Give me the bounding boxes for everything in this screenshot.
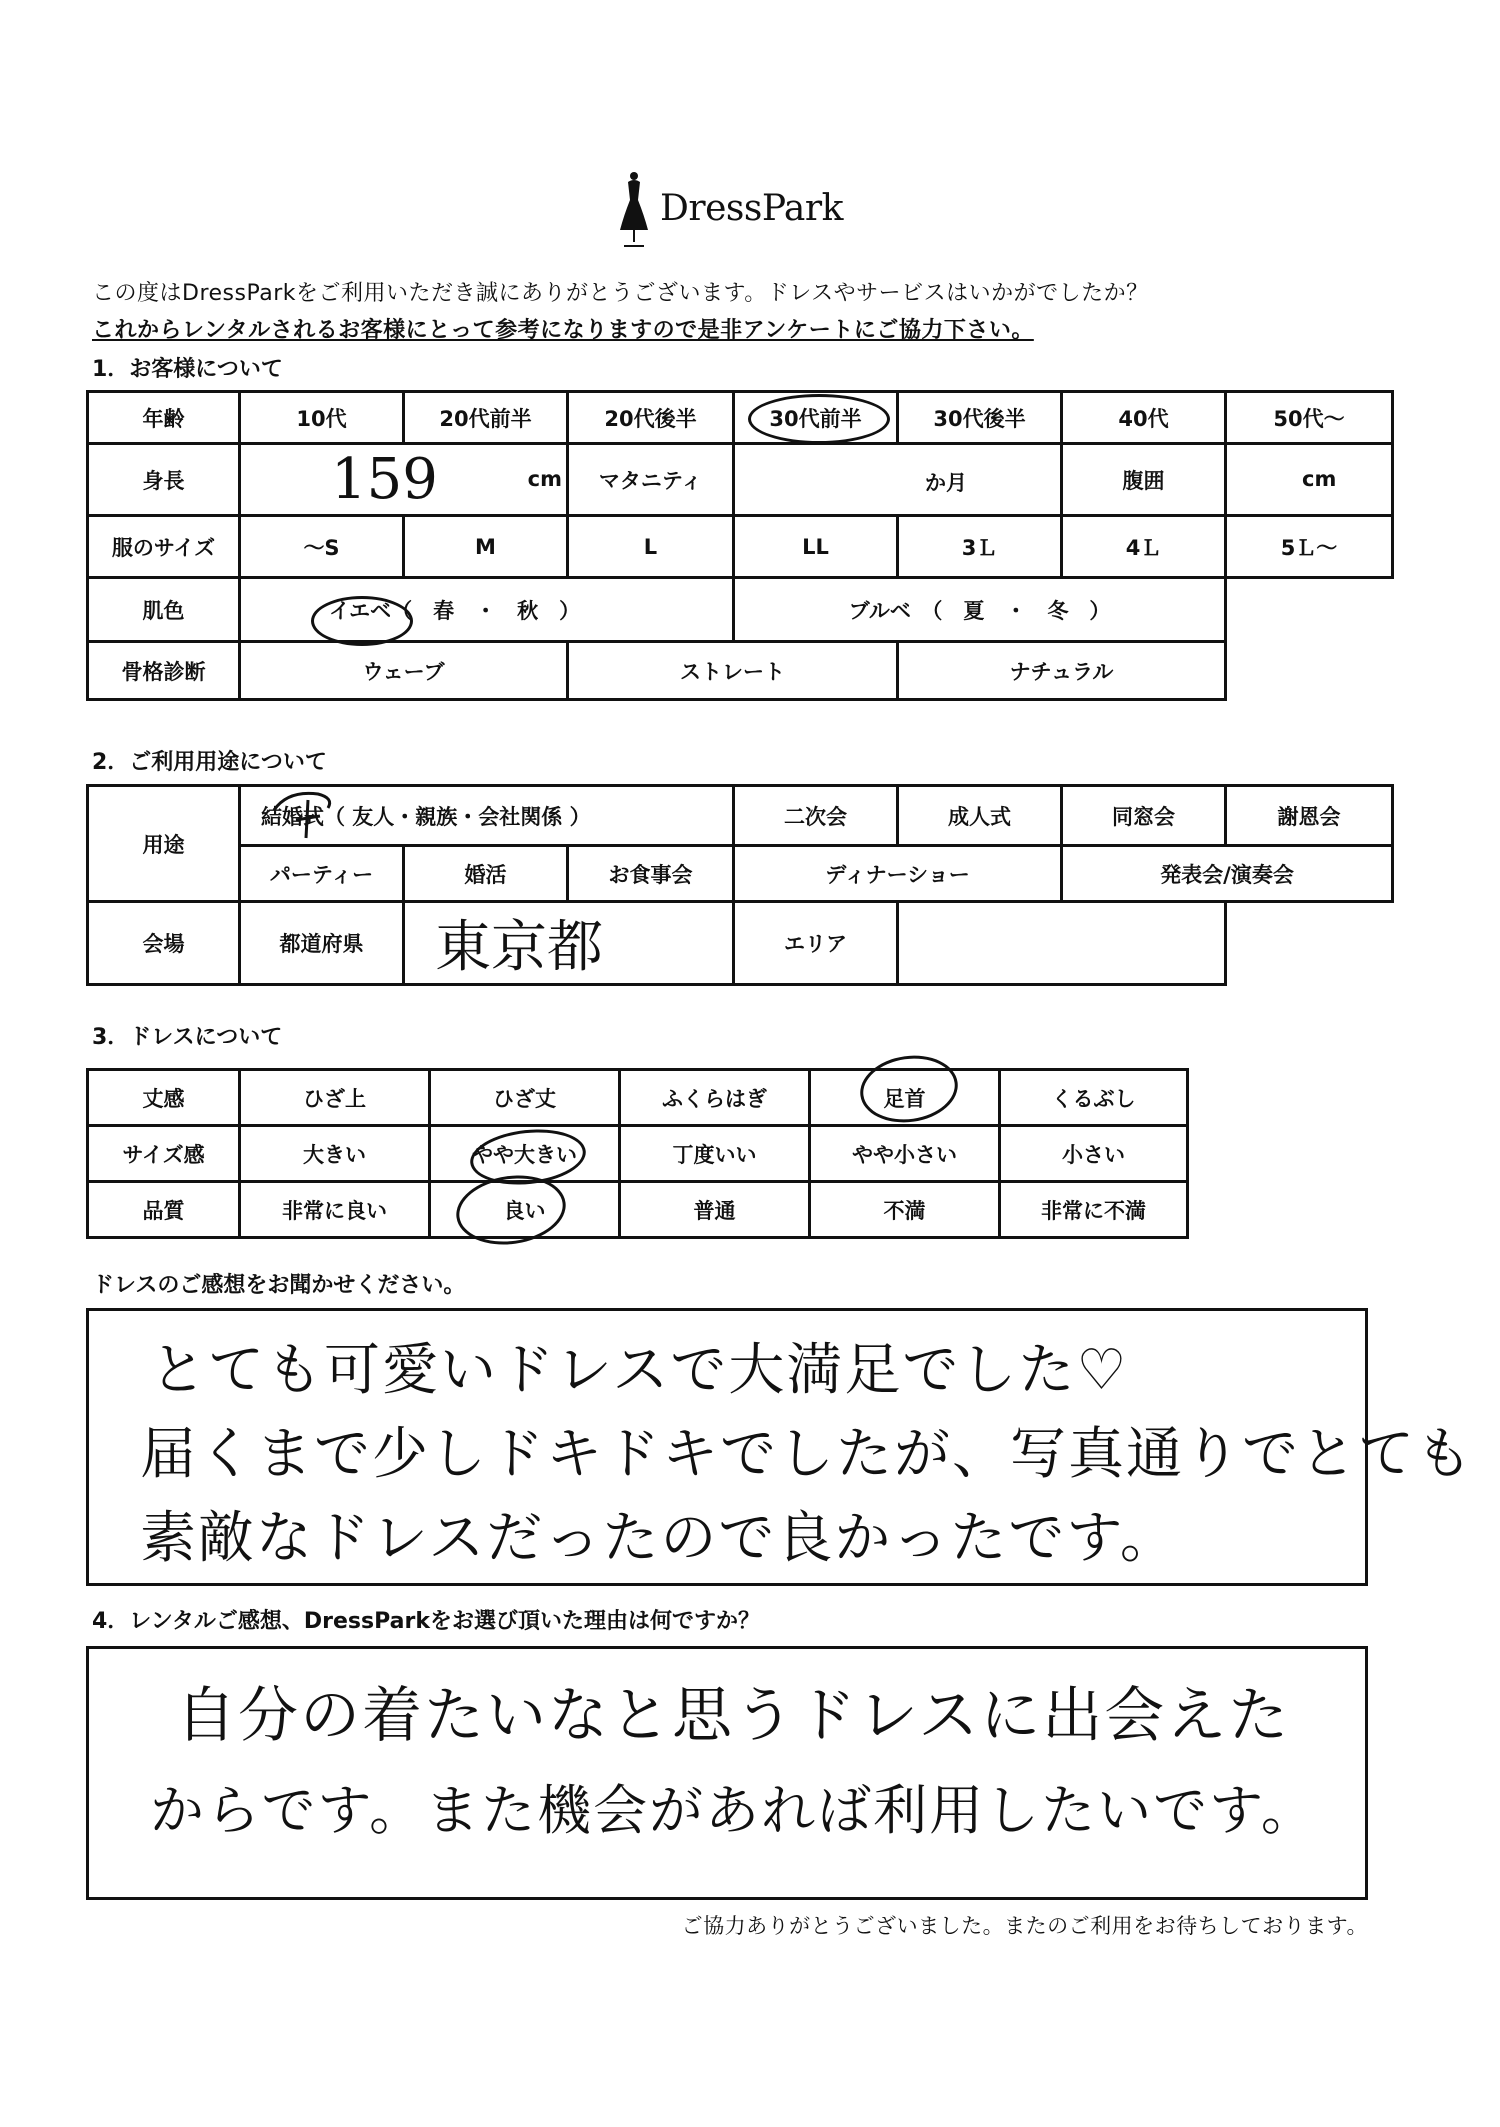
skin-blue-option[interactable]: ブルベ （ 夏 ・ 冬 ）	[734, 578, 1226, 642]
age-option[interactable]: 10代	[240, 392, 404, 444]
purpose-option[interactable]: 婚活	[404, 846, 568, 902]
skin-yellow-label: イエベ	[329, 598, 392, 623]
frame-option[interactable]: ウェーブ	[240, 642, 568, 700]
reason-line: 自分の着たいなと思うドレスに出会えた	[176, 1681, 1291, 1751]
age-option[interactable]: 20代後半	[568, 392, 734, 444]
fit-option[interactable]: 丁度いい	[620, 1126, 810, 1182]
age-label: 年齢	[88, 392, 240, 444]
section-3-title: 3．ドレスについて	[92, 1025, 283, 1050]
skin-yellow-seasons: （ 春 ・ 秋 ）	[391, 598, 581, 623]
age-option[interactable]: 40代	[1062, 392, 1226, 444]
size-option[interactable]: 3Ｌ	[898, 516, 1062, 578]
purpose-option[interactable]: パーティー	[240, 846, 404, 902]
quality-option[interactable]: 非常に不満	[1000, 1182, 1188, 1238]
length-label: 丈感	[88, 1070, 240, 1126]
intro-request: これからレンタルされるお客様にとって参考になりますので是非アンケートにご協力下さい。	[92, 318, 1034, 343]
length-option[interactable]: くるぶし	[1000, 1070, 1188, 1126]
age-option-selected[interactable]: 30代前半	[734, 392, 898, 444]
logo-text: DressPark	[660, 188, 843, 229]
age-option[interactable]: 20代前半	[404, 392, 568, 444]
purpose-option[interactable]: 二次会	[734, 786, 898, 846]
height-unit: cm	[527, 467, 562, 491]
age-option[interactable]: 50代～	[1226, 392, 1393, 444]
height-field[interactable]	[240, 444, 568, 516]
impression-prompt: ドレスのご感想をお聞かせください。	[92, 1273, 466, 1298]
size-option[interactable]: ～S	[240, 516, 404, 578]
section-4-title: 4．レンタルご感想、DressParkをお選び頂いた理由は何ですか？	[92, 1609, 760, 1634]
impression-line: とても可愛いドレスで大満足でした♡	[150, 1338, 1129, 1403]
fit-option-selected[interactable]: やや大きい	[430, 1126, 620, 1182]
age-selection-circle	[748, 394, 890, 444]
purpose-label: 用途	[88, 786, 240, 902]
frame-option[interactable]: ナチュラル	[898, 642, 1226, 700]
length-option-selected[interactable]: 足首	[810, 1070, 1000, 1126]
age-row	[88, 392, 1393, 444]
fit-label: サイズ感	[88, 1126, 240, 1182]
height-row	[88, 444, 1393, 516]
length-option[interactable]: ひざ丈	[430, 1070, 620, 1126]
prefecture-field[interactable]	[404, 902, 734, 985]
skin-label: 肌色	[88, 578, 240, 642]
height-label: 身長	[88, 444, 240, 516]
dresspark-logo	[600, 170, 900, 260]
dress-table	[86, 1068, 1189, 1239]
reason-line: からです。また機会があれば利用したいです。	[150, 1779, 1317, 1842]
fit-option[interactable]: 小さい	[1000, 1126, 1188, 1182]
size-option[interactable]: 5Ｌ～	[1226, 516, 1393, 578]
frame-row	[88, 642, 1393, 700]
length-option[interactable]: ふくらはぎ	[620, 1070, 810, 1126]
purpose-option[interactable]: 謝恩会	[1226, 786, 1393, 846]
size-option[interactable]: M	[404, 516, 568, 578]
maternity-field[interactable]	[734, 444, 1062, 516]
dress-form-icon	[614, 170, 654, 250]
section-2-title: 2．ご利用用途について	[92, 750, 327, 775]
venue-label: 会場	[88, 902, 240, 985]
skin-row	[88, 578, 1393, 642]
purpose-row-2	[88, 846, 1393, 902]
footer-thanks: ご協力ありがとうございました。またのご利用をお待ちしております。	[681, 1914, 1368, 1938]
intro-text: この度はDressParkをご利用いただき誠にありがとうございます。ドレスやサービスはいかがでしたか？	[92, 281, 1149, 306]
prefecture-value: 東京都	[435, 915, 603, 980]
impression-line: 届くまで少しドキドキでしたが、写真通りでとても	[140, 1422, 1474, 1487]
customer-table	[86, 390, 1394, 701]
purpose-option-wedding[interactable]: 結婚式（ 友人・親族・会社関係 ）	[240, 786, 734, 846]
length-row	[88, 1070, 1188, 1126]
height-value: 159	[331, 447, 438, 512]
frame-option[interactable]: ストレート	[568, 642, 898, 700]
frame-label: 骨格診断	[88, 642, 240, 700]
waist-field[interactable]	[1226, 444, 1393, 516]
maternity-unit: か月	[925, 471, 967, 495]
size-option[interactable]: LL	[734, 516, 898, 578]
waist-unit: cm	[1302, 467, 1337, 491]
size-option[interactable]: 4Ｌ	[1062, 516, 1226, 578]
fit-row	[88, 1126, 1188, 1182]
purpose-option[interactable]: 成人式	[898, 786, 1062, 846]
fit-option[interactable]: 大きい	[240, 1126, 430, 1182]
size-row	[88, 516, 1393, 578]
age-option[interactable]: 30代後半	[898, 392, 1062, 444]
purpose-option[interactable]: ディナーショー	[734, 846, 1062, 902]
venue-row	[88, 902, 1393, 985]
fit-option[interactable]: やや小さい	[810, 1126, 1000, 1182]
length-option[interactable]: ひざ上	[240, 1070, 430, 1126]
area-field[interactable]	[898, 902, 1226, 985]
quality-option[interactable]: 非常に良い	[240, 1182, 430, 1238]
purpose-option[interactable]: お食事会	[568, 846, 734, 902]
size-label: 服のサイズ	[88, 516, 240, 578]
quality-row	[88, 1182, 1188, 1238]
area-label: エリア	[734, 902, 898, 985]
waist-label: 腹囲	[1062, 444, 1226, 516]
prefecture-label: 都道府県	[240, 902, 404, 985]
impression-line: 素敵なドレスだったので良かったです。	[140, 1506, 1178, 1571]
purpose-option[interactable]: 同窓会	[1062, 786, 1226, 846]
quality-option[interactable]: 不満	[810, 1182, 1000, 1238]
wedding-selection-mark	[268, 786, 348, 846]
maternity-label: マタニティ	[568, 444, 734, 516]
quality-option-selected[interactable]: 良い	[430, 1182, 620, 1238]
quality-label: 品質	[88, 1182, 240, 1238]
skin-yellow-option[interactable]	[240, 578, 734, 642]
skin-selection-circle	[311, 596, 413, 646]
quality-option[interactable]: 普通	[620, 1182, 810, 1238]
purpose-option[interactable]: 発表会/演奏会	[1062, 846, 1393, 902]
size-option[interactable]: L	[568, 516, 734, 578]
section-1-title: 1．お客様について	[92, 357, 283, 382]
